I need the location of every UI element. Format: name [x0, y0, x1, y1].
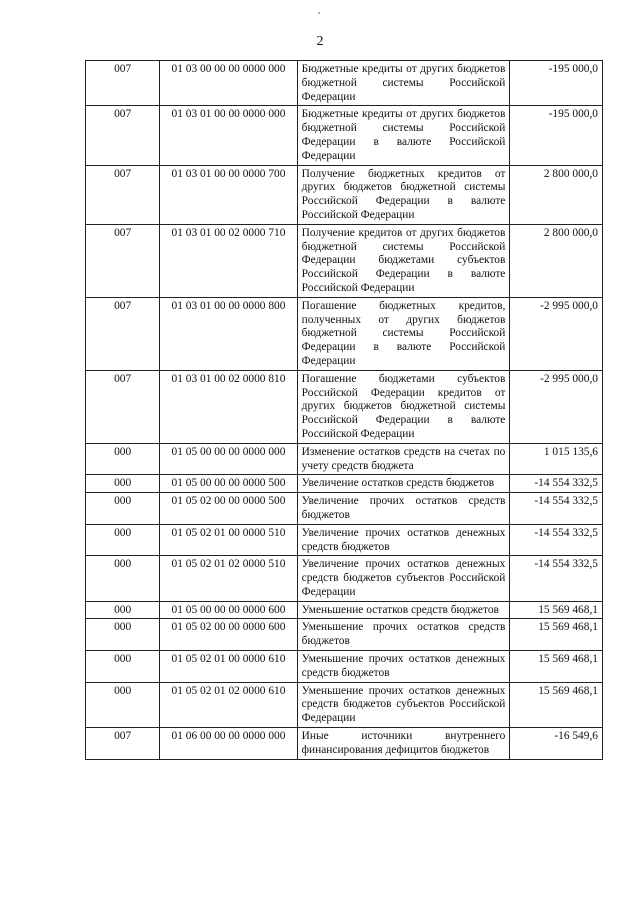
budget-sources-table: [85, 60, 603, 760]
table-body: [86, 61, 603, 760]
admin-code-cell: 007: [86, 106, 160, 165]
admin-code-cell: 000: [86, 601, 160, 619]
admin-code-cell: 000: [86, 524, 160, 556]
table-row: [86, 651, 603, 683]
admin-code-cell: 007: [86, 165, 160, 224]
table-row: [86, 443, 603, 475]
description-cell: Увеличение прочих остатков средств бюджетов: [297, 493, 510, 525]
table-row: [86, 619, 603, 651]
admin-code-cell: 007: [86, 61, 160, 106]
table-row: [86, 224, 603, 297]
table-row: [86, 682, 603, 727]
amount-cell: 1 015 135,6: [510, 443, 603, 475]
budget-code-cell: 01 05 02 01 00 0000 610: [160, 651, 297, 683]
admin-code-cell: 007: [86, 728, 160, 760]
admin-code-cell: 000: [86, 475, 160, 493]
admin-code-cell: 007: [86, 297, 160, 370]
amount-cell: 15 569 468,1: [510, 601, 603, 619]
admin-code-cell: 000: [86, 682, 160, 727]
description-cell: Бюджетные кредиты от других бюджетов бюджетной системы Российской Федерации в валюте Российской Федерации: [297, 106, 510, 165]
description-cell: Увеличение прочих остатков денежных средств бюджетов субъектов Российской Федерации: [297, 556, 510, 601]
amount-cell: 2 800 000,0: [510, 165, 603, 224]
budget-code-cell: 01 03 01 00 02 0000 710: [160, 224, 297, 297]
table-row: [86, 524, 603, 556]
table-row: [86, 61, 603, 106]
admin-code-cell: 000: [86, 556, 160, 601]
table-row: [86, 106, 603, 165]
admin-code-cell: 000: [86, 651, 160, 683]
table-row: [86, 297, 603, 370]
description-cell: Уменьшение остатков средств бюджетов: [297, 601, 510, 619]
description-cell: Уменьшение прочих остатков денежных средств бюджетов субъектов Российской Федерации: [297, 682, 510, 727]
budget-code-cell: 01 03 01 00 02 0000 810: [160, 370, 297, 443]
amount-cell: -14 554 332,5: [510, 493, 603, 525]
admin-code-cell: 000: [86, 619, 160, 651]
table-row: [86, 370, 603, 443]
budget-code-cell: 01 05 02 01 02 0000 610: [160, 682, 297, 727]
admin-code-cell: 007: [86, 224, 160, 297]
table-row: [86, 475, 603, 493]
budget-code-cell: 01 03 00 00 00 0000 000: [160, 61, 297, 106]
budget-code-cell: 01 05 02 00 00 0000 600: [160, 619, 297, 651]
table-row: [86, 493, 603, 525]
budget-code-cell: 01 03 01 00 00 0000 800: [160, 297, 297, 370]
description-cell: Уменьшение прочих остатков средств бюджетов: [297, 619, 510, 651]
amount-cell: -2 995 000,0: [510, 297, 603, 370]
description-cell: Увеличение остатков средств бюджетов: [297, 475, 510, 493]
budget-code-cell: 01 05 02 00 00 0000 500: [160, 493, 297, 525]
admin-code-cell: 007: [86, 370, 160, 443]
admin-code-cell: 000: [86, 493, 160, 525]
budget-code-cell: 01 03 01 00 00 0000 700: [160, 165, 297, 224]
budget-code-cell: 01 05 00 00 00 0000 500: [160, 475, 297, 493]
description-cell: Получение кредитов от других бюджетов бюджетной системы Российской Федерации бюджетами субъектов Российской Федерации в валюте Российской Федерации: [297, 224, 510, 297]
scan-speck: [318, 12, 320, 14]
budget-code-cell: 01 03 01 00 00 0000 000: [160, 106, 297, 165]
table-row: [86, 556, 603, 601]
budget-code-cell: 01 06 00 00 00 0000 000: [160, 728, 297, 760]
table-row: [86, 601, 603, 619]
amount-cell: -14 554 332,5: [510, 475, 603, 493]
description-cell: Погашение бюджетных кредитов, полученных от других бюджетов бюджетной системы Российской Федерации в валюте Российской Федерации: [297, 297, 510, 370]
table-row: [86, 728, 603, 760]
table-row: [86, 165, 603, 224]
description-cell: Иные источники внутреннего финансирования дефицитов бюджетов: [297, 728, 510, 760]
amount-cell: -2 995 000,0: [510, 370, 603, 443]
description-cell: Бюджетные кредиты от других бюджетов бюджетной системы Российской Федерации: [297, 61, 510, 106]
description-cell: Погашение бюджетами субъектов Российской Федерации кредитов от других бюджетов бюджетной системы Российской Федерации в валюте Российской Федерации: [297, 370, 510, 443]
description-cell: Получение бюджетных кредитов от других бюджетов бюджетной системы Российской Федерации в валюте Российской Федерации: [297, 165, 510, 224]
amount-cell: 15 569 468,1: [510, 682, 603, 727]
description-cell: Увеличение прочих остатков денежных средств бюджетов: [297, 524, 510, 556]
amount-cell: -14 554 332,5: [510, 556, 603, 601]
budget-code-cell: 01 05 00 00 00 0000 600: [160, 601, 297, 619]
budget-code-cell: 01 05 02 01 00 0000 510: [160, 524, 297, 556]
budget-code-cell: 01 05 02 01 02 0000 510: [160, 556, 297, 601]
description-cell: Изменение остатков средств на счетах по учету средств бюджета: [297, 443, 510, 475]
amount-cell: -195 000,0: [510, 61, 603, 106]
amount-cell: -195 000,0: [510, 106, 603, 165]
admin-code-cell: 000: [86, 443, 160, 475]
description-cell: Уменьшение прочих остатков денежных средств бюджетов: [297, 651, 510, 683]
amount-cell: -14 554 332,5: [510, 524, 603, 556]
page-number: 2: [316, 34, 324, 49]
amount-cell: 15 569 468,1: [510, 619, 603, 651]
budget-code-cell: 01 05 00 00 00 0000 000: [160, 443, 297, 475]
amount-cell: 15 569 468,1: [510, 651, 603, 683]
amount-cell: -16 549,6: [510, 728, 603, 760]
amount-cell: 2 800 000,0: [510, 224, 603, 297]
